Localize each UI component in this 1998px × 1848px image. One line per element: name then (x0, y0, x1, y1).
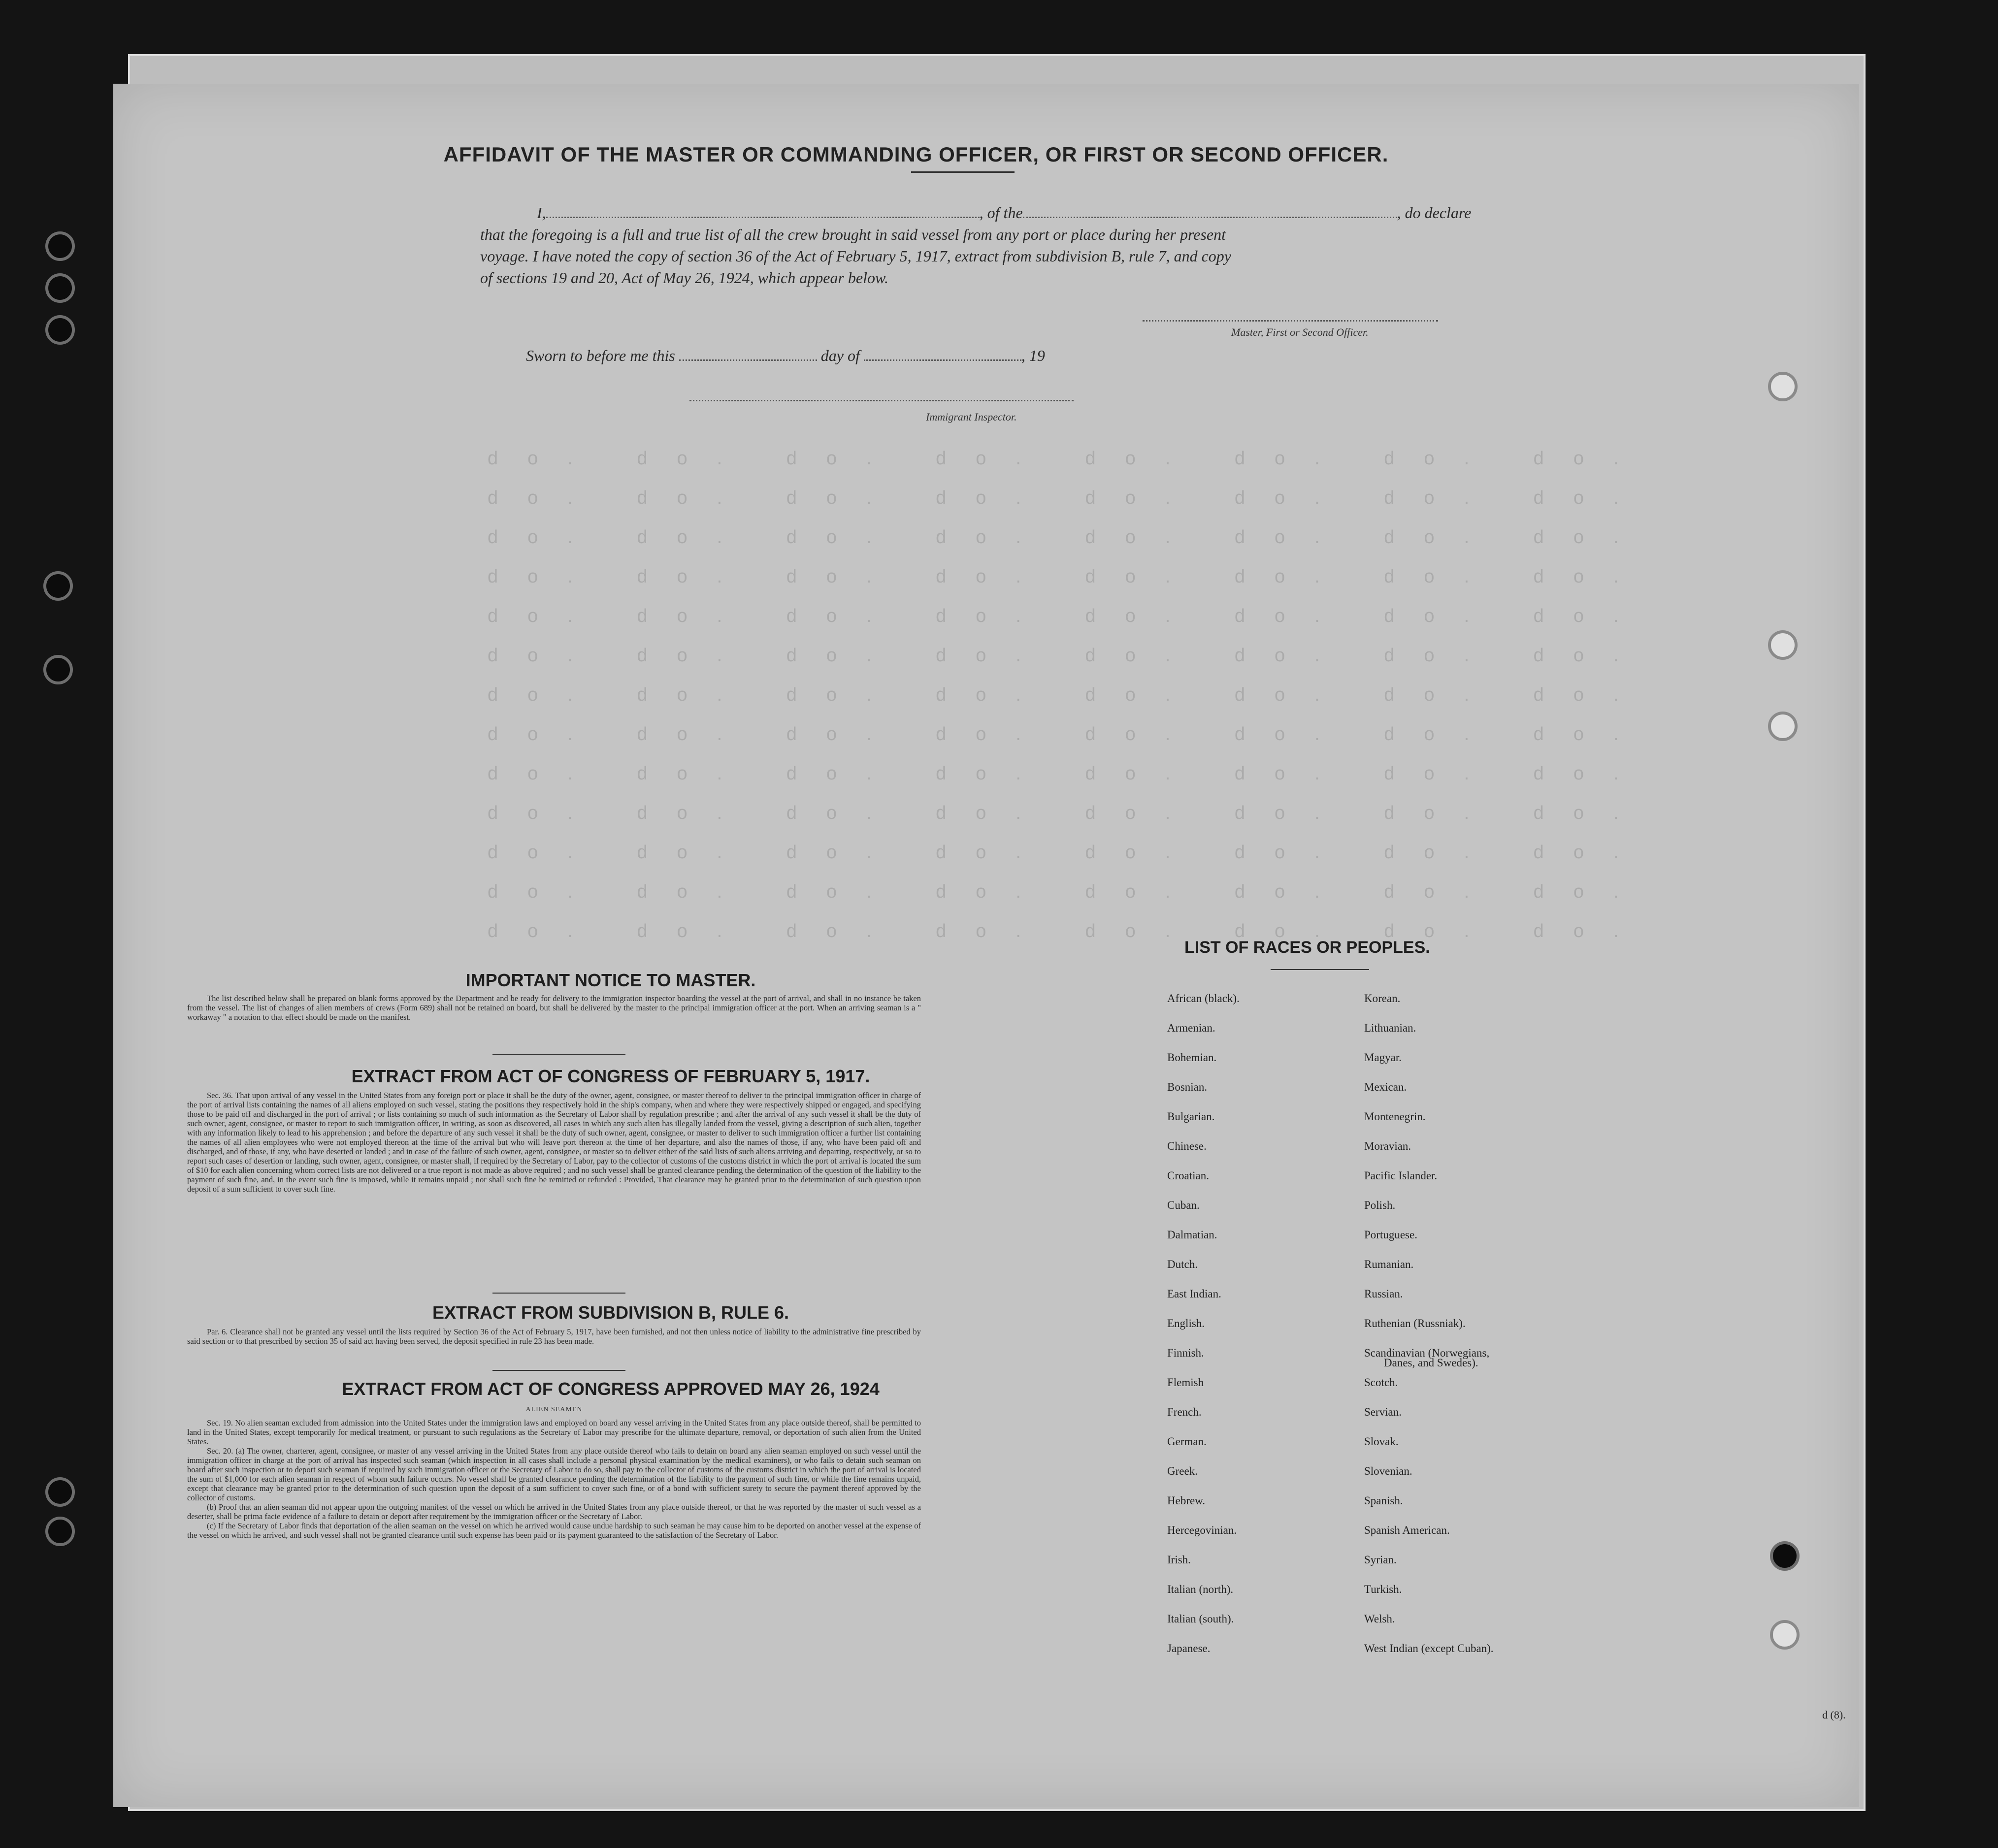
race-item: Italian (south). (1167, 1613, 1234, 1625)
show-through-row: do. do. do. do. do. do. do. do. (488, 527, 1648, 548)
punch-hole (1768, 372, 1798, 401)
declaration-line-4: of sections 19 and 20, Act of May 26, 1924, which appear below. (480, 269, 888, 287)
sworn-day-of: day of (820, 347, 860, 364)
punch-hole (1768, 630, 1798, 660)
race-item-continuation: Danes, and Swedes). (1384, 1357, 1478, 1369)
declaration-line-3: voyage. I have noted the copy of section 36 of the Act of February 5, 1917, extract from subdivision B, rule 7, and copy (480, 247, 1231, 265)
race-item: Polish. (1364, 1199, 1396, 1211)
section-36-paragraph: Sec. 36. That upon arrival of any vessel in the United States from any foreign port or place it shall be the duty of the owner, agent, consignee, or master thereof to deliver to the principal immigration officer in charge of the port of arrival lists containing the names of all aliens employed on such vessel, stating the positions they respectively hold in the ship's company, when and where they were respectively shipped or engaged, and specifying those to be paid off and discharged in the port of arrival ; or lists containing so much of such information as the Secretary of Labor shall by regulation prescribe ; and after the arrival of any such vessel it shall be the duty of such owner, agent, consignee, or master to report to such immigration officer, in writing, as soon as discovered, all cases in which any such alien has illegally landed from the vessel, giving a description of such alien, together with any information likely to lead to his apprehension ; and before the departure of any such vessel it shall be the duty of such owner, agent, consignee, or master to deliver to such immigration officer a further list containing the names of all alien employees who were not employed thereon at the time of the arrival but who will leave port thereon at the time of her departure, and also the names of those, if any, who have been paid off and discharged, and of those, if any, who have deserted or landed ; and in case of the failure of such owner, agent, consignee, or master so to deliver either of the said lists of such aliens arriving and departing, respectively, or so to report such cases of desertion or landing, such owner, agent, consignee, or master shall, if required by the Secretary of Labor, pay to the collector of customs of the customs district in which the port of arrival is located the sum of $10 for each alien concerning whom correct lists are not delivered or a true report is not made as above required ; and no such vessel shall be granted clearance pending the determination of the question of the liability to the payment of such fine, and, in the event such fine is imposed, while it remains unpaid ; nor shall such fine be remitted or refunded : Provided, That clearance may be granted prior to the determination of such question upon deposit of a sum sufficient to cover such fine. (187, 1091, 921, 1194)
races-title: LIST OF RACES OR PEOPLES. (1184, 938, 1430, 957)
race-item: Bohemian. (1167, 1051, 1217, 1064)
race-item: French. (1167, 1406, 1202, 1418)
show-through-row: do. do. do. do. do. do. do. do. (488, 487, 1648, 508)
race-item: Croatian. (1167, 1169, 1209, 1182)
punch-hole (45, 315, 75, 345)
show-through-row: do. do. do. do. do. do. do. do. (488, 566, 1648, 587)
master-label: Master, First or Second Officer. (1231, 326, 1369, 338)
punch-hole (1768, 712, 1798, 741)
punch-hole (45, 1477, 75, 1507)
section-20b-paragraph: (b) Proof that an alien seaman did not appear upon the outgoing manifest of the vessel on which he arrived in the United States from any place outside thereof, or that he was reported by the master of such vessel as a deserter, shall be prima facie evidence of a failure to detain or deport after requirement by the immigration officer or the Secretary of Labor. (187, 1502, 921, 1521)
race-item: Armenian. (1167, 1022, 1215, 1034)
extract-1917-text (187, 1091, 921, 1194)
alien-seamen-subtitle: ALIEN SEAMEN (525, 1406, 583, 1413)
extract-1917-title: EXTRACT FROM ACT OF CONGRESS OF FEBRUARY 5, 1917. (351, 1066, 870, 1086)
race-item: Moravian. (1364, 1140, 1411, 1152)
section-rule (492, 1370, 625, 1371)
race-item: Flemish (1167, 1376, 1204, 1389)
title-rule (911, 171, 1015, 173)
race-item: Montenegrin. (1364, 1110, 1426, 1123)
race-item: Dutch. (1167, 1258, 1198, 1270)
notice-title: IMPORTANT NOTICE TO MASTER. (465, 970, 756, 990)
race-item: Syrian. (1364, 1554, 1397, 1566)
section-20c-paragraph: (c) If the Secretary of Labor finds that deportation of the alien seaman on the vessel on which he arrived would cause undue hardship to such seaman he may cause him to be deported on another vessel at the expense of the vessel on which he arrived, and such vessel shall not be granted clearance until such expense has been paid or its payment guaranteed to the satisfaction of the Secretary of Labor. (187, 1521, 921, 1540)
notice-text (187, 994, 921, 1022)
declaration-line-2: that the foregoing is a full and true list of all the crew brought in said vessel from any port or place during her present (480, 226, 1226, 243)
sworn-year: , 19 (1021, 347, 1045, 364)
race-item: Chinese. (1167, 1140, 1207, 1152)
punch-hole (1770, 1541, 1800, 1571)
show-through-row: do. do. do. do. do. do. do. do. (488, 842, 1648, 863)
race-item: Bosnian. (1167, 1081, 1208, 1093)
race-item: German. (1167, 1435, 1207, 1448)
master-signature-line (1143, 320, 1438, 322)
extract-1924-title: EXTRACT FROM ACT OF CONGRESS APPROVED MAY 26, 1924 (342, 1379, 880, 1399)
form-number-note: d (8). (1822, 1709, 1846, 1721)
extract-1924-text (187, 1418, 921, 1540)
paragraph-6: Par. 6. Clearance shall not be granted any vessel until the lists required by Section 36 of the Act of February 5, 1917, have been furnished, and not then unless notice of liability to the administrative fine prescribed by said section or to that prescribed by section 35 of said act having been served, the deposit specified in rule 23 has been made. (187, 1327, 921, 1346)
races-rule (1271, 969, 1369, 970)
show-through-row: do. do. do. do. do. do. do. do. (488, 881, 1648, 902)
race-item: Turkish. (1364, 1583, 1402, 1595)
show-through-row: do. do. do. do. do. do. do. do. (488, 724, 1648, 745)
section-19-paragraph: Sec. 19. No alien seaman excluded from admission into the United States under the immigration laws and employed on board any vessel arriving in the United States from any place outside thereof, shall be permitted to land in the United States, except temporarily for medical treatment, or pursuant to such regulations as the Secretary of Labor may prescribe for the ultimate departure, removal, or deportation of such alien from the United States. (187, 1418, 921, 1446)
punch-hole (45, 273, 75, 303)
vessel-blank (1023, 217, 1397, 218)
inspector-signature-line (689, 400, 1074, 401)
race-item: Finnish. (1167, 1347, 1204, 1359)
manifest-page (113, 84, 1859, 1807)
section-rule (492, 1293, 625, 1294)
race-item: Russian. (1364, 1288, 1403, 1300)
race-item: Portuguese. (1364, 1229, 1417, 1241)
race-item: Japanese. (1167, 1642, 1211, 1654)
declaration-do-declare: , do declare (1397, 204, 1472, 222)
punch-hole (45, 231, 75, 261)
declaration-line-1 (537, 202, 1471, 224)
sworn-prefix: Sworn to before me this (526, 347, 675, 364)
race-item: Korean. (1364, 992, 1401, 1005)
show-through-row: do. do. do. do. do. do. do. do. (488, 684, 1648, 705)
declaration-of-the: , of the (979, 204, 1023, 222)
race-item: African (black). (1167, 992, 1240, 1005)
race-item: Dalmatian. (1167, 1229, 1217, 1241)
race-item: Italian (north). (1167, 1583, 1234, 1595)
affidavit-title: AFFIDAVIT OF THE MASTER OR COMMANDING OFFICER, OR FIRST OR SECOND OFFICER. (443, 143, 1389, 166)
race-item: Ruthenian (Russniak). (1364, 1317, 1466, 1329)
race-item: Mexican. (1364, 1081, 1407, 1093)
show-through-row: do. do. do. do. do. do. do. do. (488, 606, 1648, 626)
race-item: Rumanian. (1364, 1258, 1414, 1270)
show-through-row: do. do. do. do. do. do. do. do. (488, 448, 1648, 469)
show-through-row: do. do. do. do. do. do. do. do. (488, 763, 1648, 784)
section-rule (492, 1054, 625, 1055)
race-item: Lithuanian. (1364, 1022, 1416, 1034)
race-item: Hercegovinian. (1167, 1524, 1237, 1536)
race-item: Bulgarian. (1167, 1110, 1215, 1123)
race-item: Scotch. (1364, 1376, 1398, 1389)
notice-paragraph: The list described below shall be prepared on blank forms approved by the Department and be ready for delivery to the immigration inspector boarding the vessel at the port of arrival, and shall in no instance be taken from the vessel. The list of changes of alien members of crews (Form 689) shall not be retained on board, but shall be delivered by the master to the principal immigration officer at the port. When an arriving seaman is a " workaway " a notation to that effect should be made on the manifest. (187, 994, 921, 1022)
race-item: Welsh. (1364, 1613, 1395, 1625)
race-item: Cuban. (1167, 1199, 1200, 1211)
show-through-row: do. do. do. do. do. do. do. do. (488, 921, 1648, 941)
race-item: Pacific Islander. (1364, 1169, 1438, 1182)
inspector-label: Immigrant Inspector. (926, 411, 1017, 423)
sworn-month-blank (864, 359, 1021, 361)
race-item: East Indian. (1167, 1288, 1221, 1300)
race-item: Slovenian. (1364, 1465, 1412, 1477)
punch-hole (45, 1517, 75, 1546)
punch-hole (43, 571, 73, 601)
race-item: Spanish American. (1364, 1524, 1450, 1536)
punch-hole (1770, 1620, 1800, 1650)
race-item: Servian. (1364, 1406, 1402, 1418)
sworn-day-blank (679, 359, 817, 361)
race-item: Magyar. (1364, 1051, 1402, 1064)
show-through-row: do. do. do. do. do. do. do. do. (488, 645, 1648, 666)
show-through-row: do. do. do. do. do. do. do. do. (488, 803, 1648, 823)
rule-6-title: EXTRACT FROM SUBDIVISION B, RULE 6. (432, 1302, 789, 1323)
punch-hole (43, 655, 73, 684)
race-item: Scandinavian (Norwegians, (1364, 1347, 1490, 1359)
race-item: Slovak. (1364, 1435, 1399, 1448)
race-item: English. (1167, 1317, 1205, 1329)
race-item: Spanish. (1364, 1494, 1403, 1507)
race-item: Irish. (1167, 1554, 1191, 1566)
section-20a-paragraph: Sec. 20. (a) The owner, charterer, agent, consignee, or master of any vessel arriving in the United States from any place outside thereof who fails to detain on board any alien seaman employed on such vessel until the immigration officer in charge at the port of arrival has inspected such seaman (which inspection in all cases shall include a personal physical examination by the medical examiners), or who fails to detain such seaman on board after such inspection or to deport such seaman if required by such immigration officer or the Secretary of Labor to do so, shall pay to the collector of customs of the customs district in which the port of arrival is located the sum of $1,000 for each alien seaman in respect of whom such failure occurs. No vessel shall be granted clearance pending the determination of the liability to the payment of such fine, or while the fine remains unpaid, except that clearance may be granted prior to the determination of such question upon the deposit of a sum sufficient to cover such fine, or of a bond with sufficient surety to secure the payment thereof approved by the collector of customs. (187, 1446, 921, 1502)
declaration-i: I, (537, 204, 546, 222)
rule-6-text (187, 1327, 921, 1346)
name-blank (546, 217, 980, 218)
race-item: Hebrew. (1167, 1494, 1206, 1507)
race-item: Greek. (1167, 1465, 1198, 1477)
sworn-line (526, 345, 1045, 366)
race-item: West Indian (except Cuban). (1364, 1642, 1494, 1654)
